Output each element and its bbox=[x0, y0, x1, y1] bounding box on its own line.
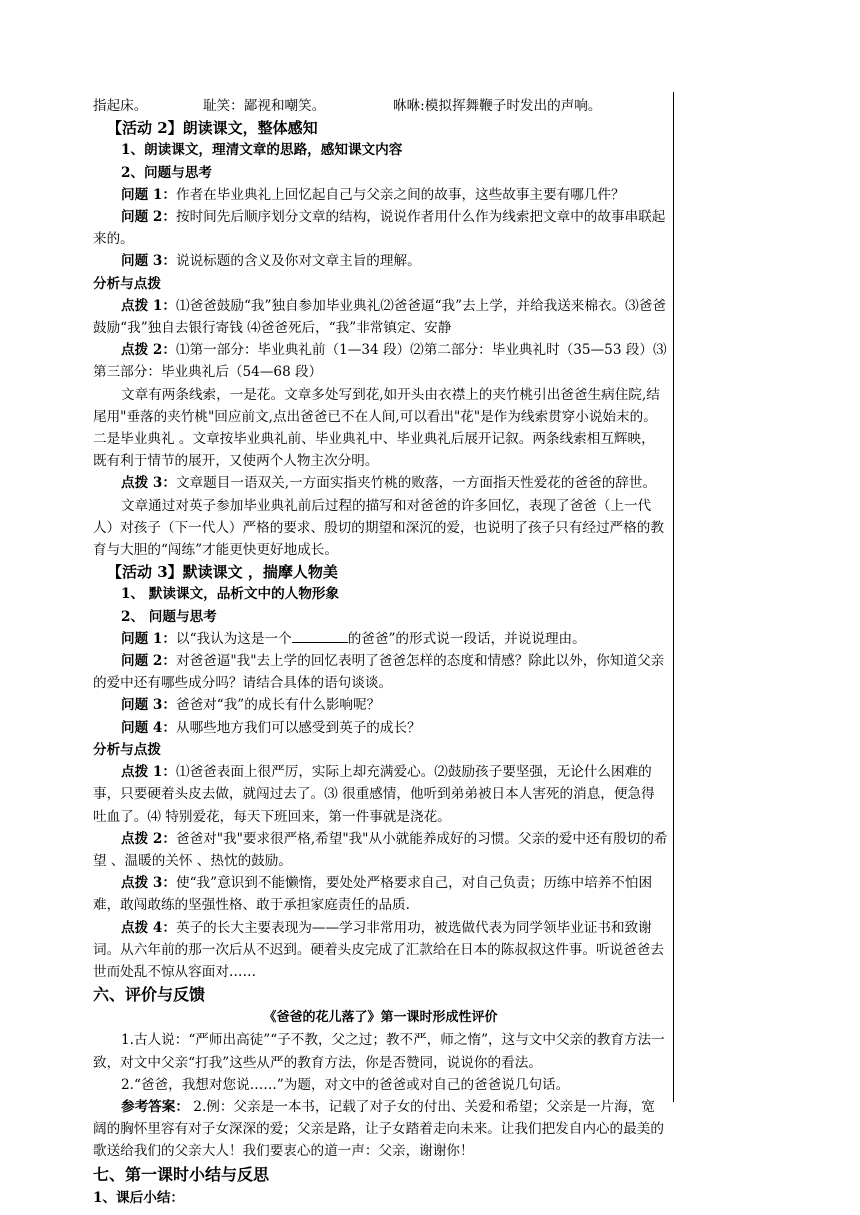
question-text: 对爸爸逼"我"去上学的回忆表明了爸爸怎样的态度和情感？除此以外，你知道父亲的爱中还有哪些成分吗？请结合具体的语句谈谈。 bbox=[93, 653, 665, 692]
question-label: 问题 1： bbox=[121, 186, 176, 203]
activity3-tip-1 bbox=[93, 761, 668, 828]
answer-text: 2.例：父亲是一本书，记载了对子女的付出、关爱和希望；父亲是一片海，宽阔的胸怀里容有对子女深深的爱；父亲是路，让子女踏着走向未来。让我们把发自内心的最美的歌送给我们的父亲大人！我们要衷心的道一声：父亲，谢谢你！ bbox=[93, 1098, 664, 1160]
vocab-line bbox=[93, 95, 668, 117]
activity3-item2: 2、 问题与思考 bbox=[121, 608, 217, 625]
activity2-question-1 bbox=[93, 184, 668, 206]
tip-text: 文章题目一语双关,一方面实指夹竹桃的败落，一方面指天性爱花的爸爸的辞世。 bbox=[175, 475, 657, 492]
activity3-item1: 1、 默读课文，品析文中的人物形象 bbox=[121, 586, 340, 603]
question-label: 问题 2： bbox=[121, 209, 176, 226]
activity3-question-1 bbox=[93, 628, 668, 650]
evaluation-title: 《爸爸的花儿落了》第一课时形成性评价 bbox=[263, 1010, 498, 1026]
activity3-question-2 bbox=[93, 650, 668, 694]
question-text: 按时间先后顺序划分文章的结构，说说作者用什么作为线索把文章中的故事串联起来的。 bbox=[93, 209, 666, 248]
activity2-question-3 bbox=[93, 250, 668, 272]
tip-text: 爸爸对"我"要求很严格,希望"我"从小就能养成好的习惯。父亲的爱中还有殷切的希望 、温暖的关怀 、热忱的鼓励。 bbox=[93, 830, 668, 869]
question-text: 爸爸对“我”的成长有什么影响呢？ bbox=[175, 697, 381, 714]
activity2-tip-3-extra: 文章通过对英子参加毕业典礼前后过程的描写和对爸爸的许多回忆，表现了爸爸（上一代人）对孩子（下一代人）严格的要求、殷切的期望和深沉的爱，也说明了孩子只有经过严格的教育与大胆的“闯练”才能更快更好地成长。 bbox=[93, 497, 664, 559]
tip-label: 点拨 1： bbox=[121, 764, 176, 781]
activity3-tip-2 bbox=[93, 828, 668, 872]
evaluation-item-2: 2.“爸爸，我想对您说……”为题，对文中的爸爸或对自己的爸爸说几句话。 bbox=[121, 1076, 570, 1093]
question-label: 问题 4： bbox=[121, 719, 176, 736]
activity2-tip-3 bbox=[93, 472, 668, 494]
tip-text: ⑴爸爸表面上很严厉，实际上却充满爱心。⑵鼓励孩子要坚强，无论什么困难的事，只要硬着头皮去做，就闯过去了。⑶ 很重感情，他听到弟弟被日本人害死的消息，便急得吐血了。⑷ 特别爱花，每天下班回来，第一件事就是浇花。 bbox=[93, 764, 655, 825]
activity3-tip-3 bbox=[93, 872, 668, 916]
question-text: 的爸爸”的形式说一段话，并说说理由。 bbox=[347, 630, 586, 647]
activity3-tip-4 bbox=[93, 917, 668, 984]
answer-label: 参考答案： bbox=[121, 1098, 189, 1115]
document-body bbox=[93, 95, 668, 1209]
tip-text: 使“我”意识到不能懒惰，要处处严格要求自己，对自己负责；历练中培养不怕困难，敢闯敢练的坚强性格、敢于承担家庭责任的品质. bbox=[93, 875, 653, 914]
tip-text: ⑴第一部分：毕业典礼前（1—34 段）⑵第二部分：毕业典礼时（35—53 段）⑶第三部分：毕业典礼后（54—68 段） bbox=[93, 342, 667, 381]
question-text: 说说标题的含义及你对文章主旨的理解。 bbox=[175, 253, 421, 270]
question-text: 从哪些地方我们可以感受到英子的成长？ bbox=[175, 719, 421, 736]
tip-label: 点拨 3： bbox=[121, 875, 176, 892]
activity3-analysis-title: 分析与点拨 bbox=[93, 741, 161, 758]
tip-label: 点拨 3： bbox=[121, 475, 176, 492]
section7-title: 七、第一课时小结与反思 bbox=[93, 1164, 270, 1184]
vocab-item: 咻咻:模拟挥舞鞭子时发出的声响。 bbox=[393, 98, 602, 114]
question-text: 以“我认为这是一个 bbox=[175, 630, 292, 647]
section7-item1: 1、课后小结： bbox=[93, 1189, 185, 1206]
question-label: 问题 1： bbox=[121, 630, 176, 647]
vocab-item: 耻笑：鄙视和嘲笑。 bbox=[203, 98, 326, 114]
question-text: 作者在毕业典礼上回忆起自己与父亲之间的故事，这些故事主要有哪几件？ bbox=[175, 186, 625, 203]
tip-label: 点拨 4： bbox=[121, 919, 176, 936]
activity3-question-3 bbox=[93, 694, 668, 716]
tip-text: 英子的长大主要表现为——学习非常用功，被选做代表为同学领毕业证书和致谢词。从六年前的那一次后从不迟到。硬着头皮完成了汇款给在日本的陈叔叔这件事。听说爸爸去世而处乱不惊从容面对…… bbox=[93, 919, 664, 980]
fill-in-blank bbox=[292, 628, 348, 643]
question-label: 问题 3： bbox=[121, 253, 176, 270]
activity2-title: 【活动 2】朗读课文，整体感知 bbox=[107, 119, 318, 138]
reference-answer bbox=[93, 1096, 668, 1163]
table-border-line bbox=[673, 92, 674, 1102]
section6-title: 六、评价与反馈 bbox=[93, 985, 206, 1005]
activity3-title: 【活动 3】默读课文 ，揣摩人物美 bbox=[107, 563, 338, 582]
tip-label: 点拨 2： bbox=[121, 342, 176, 359]
question-label: 问题 2： bbox=[121, 653, 176, 670]
vocab-item: 指起床。 bbox=[93, 98, 148, 114]
activity2-tip-2 bbox=[93, 339, 668, 383]
tip-label: 点拨 2： bbox=[121, 830, 176, 847]
activity2-question-2 bbox=[93, 206, 668, 250]
activity2-item1: 1、朗读课文，理清文章的思路，感知课文内容 bbox=[121, 142, 403, 159]
activity2-analysis-title: 分析与点拨 bbox=[93, 275, 161, 292]
activity2-tip-2-extra: 文章有两条线索，一是花。文章多处写到花,如开头由衣襟上的夹竹桃引出爸爸生病住院,结尾用"垂落的夹竹桃"回应前文,点出爸爸已不在人间,可以看出"花"是作为线索贯穿小说始末的。二是毕业典礼 。文章按毕业典礼前、毕业典礼中、毕业典礼后展开记叙。两条线索相互辉映，既有利于情节的展开，又使两个人物主次分明。 bbox=[93, 386, 660, 470]
tip-text: ⑴爸爸鼓励“我”独自参加毕业典礼⑵爸爸逼“我”去上学，并给我送来棉衣。⑶爸爸鼓励“我”独自去银行寄钱 ⑷爸爸死后，“我”非常镇定、安静 bbox=[93, 297, 666, 337]
question-label: 问题 3： bbox=[121, 697, 176, 714]
tip-label: 点拨 1： bbox=[121, 297, 176, 314]
activity3-question-4 bbox=[93, 717, 668, 739]
activity2-item2: 2、问题与思考 bbox=[121, 164, 213, 181]
evaluation-item-1: 1.古人说：“严师出高徒”“子不教，父之过；教不严，师之惰”，这与文中父亲的教育方法一致，对文中父亲“打我”这些从严的教育方法，你是否赞同，说说你的看法。 bbox=[93, 1032, 665, 1071]
activity2-tip-1 bbox=[93, 295, 668, 339]
